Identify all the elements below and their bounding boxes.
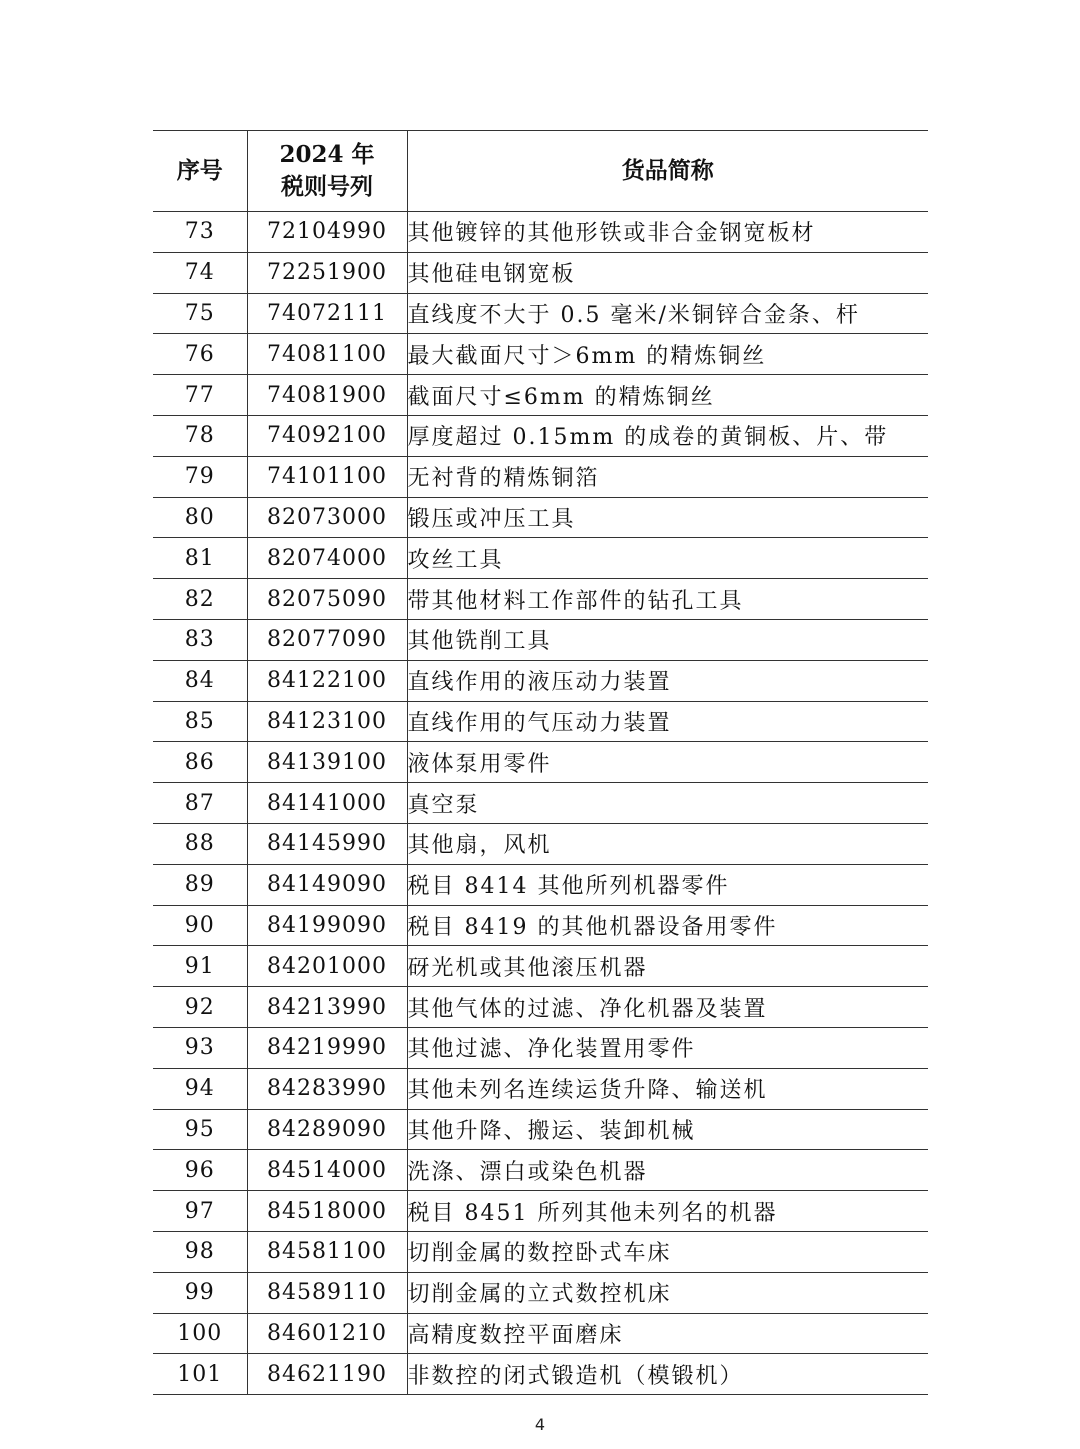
serial-number-cell: 81: [153, 538, 247, 579]
serial-number-cell: 93: [153, 1027, 247, 1068]
table-header-row: [153, 131, 928, 212]
header-serial-number: 序号: [153, 131, 247, 212]
goods-name-cell: 其他升降、搬运、装卸机械: [407, 1109, 928, 1150]
table-row: [153, 293, 928, 334]
table-row: [153, 701, 928, 742]
table-row: [153, 783, 928, 824]
table-row: [153, 1231, 928, 1272]
table-row: [153, 946, 928, 987]
serial-number-cell: 101: [153, 1354, 247, 1395]
serial-number-cell: 87: [153, 783, 247, 824]
table-row: [153, 864, 928, 905]
tariff-code-cell: 72251900: [247, 252, 407, 293]
serial-number-cell: 83: [153, 619, 247, 660]
tariff-code-cell: 82075090: [247, 579, 407, 620]
serial-number-cell: 97: [153, 1191, 247, 1232]
tariff-code-cell: 84141000: [247, 783, 407, 824]
serial-number-cell: 84: [153, 660, 247, 701]
table-row: [153, 415, 928, 456]
tariff-code-cell: 84621190: [247, 1354, 407, 1395]
table-row: [153, 1354, 928, 1395]
serial-number-cell: 74: [153, 252, 247, 293]
goods-name-cell: 无衬背的精炼铜箔: [407, 456, 928, 497]
tariff-code-cell: 84122100: [247, 660, 407, 701]
serial-number-cell: 88: [153, 823, 247, 864]
serial-number-cell: 99: [153, 1272, 247, 1313]
tariff-code-cell: 84283990: [247, 1068, 407, 1109]
goods-name-cell: 其他硅电钢宽板: [407, 252, 928, 293]
table-row: [153, 1150, 928, 1191]
table-row: [153, 660, 928, 701]
tariff-code-cell: 84199090: [247, 905, 407, 946]
table-row: [153, 456, 928, 497]
tariff-code-cell: 84145990: [247, 823, 407, 864]
table-row: [153, 1272, 928, 1313]
goods-name-cell: 高精度数控平面磨床: [407, 1313, 928, 1354]
goods-name-cell: 其他铣削工具: [407, 619, 928, 660]
tariff-code-cell: 82077090: [247, 619, 407, 660]
goods-name-cell: 液体泵用零件: [407, 742, 928, 783]
tariff-code-cell: 84213990: [247, 987, 407, 1028]
table-row: [153, 497, 928, 538]
goods-name-cell: 切削金属的数控卧式车床: [407, 1231, 928, 1272]
serial-number-cell: 90: [153, 905, 247, 946]
goods-name-cell: 非数控的闭式锻造机（模锻机）: [407, 1354, 928, 1395]
serial-number-cell: 76: [153, 334, 247, 375]
serial-number-cell: 94: [153, 1068, 247, 1109]
table-row: [153, 1109, 928, 1150]
goods-name-cell: 截面尺寸≤6mm 的精炼铜丝: [407, 375, 928, 416]
goods-name-cell: 其他镀锌的其他形铁或非合金钢宽板材: [407, 212, 928, 253]
table-row: [153, 742, 928, 783]
table-row: [153, 212, 928, 253]
table-row: [153, 375, 928, 416]
tariff-code-cell: 72104990: [247, 212, 407, 253]
goods-name-cell: 其他气体的过滤、净化机器及装置: [407, 987, 928, 1028]
table-row: [153, 1313, 928, 1354]
tariff-code-cell: 74072111: [247, 293, 407, 334]
page-number: 4: [534, 1415, 546, 1434]
tariff-code-cell: 84581100: [247, 1231, 407, 1272]
tariff-table: [153, 130, 928, 1395]
table-row: [153, 1191, 928, 1232]
tariff-code-cell: 74101100: [247, 456, 407, 497]
table-body: [153, 212, 928, 1395]
goods-name-cell: 税目 8419 的其他机器设备用零件: [407, 905, 928, 946]
goods-name-cell: 税目 8414 其他所列机器零件: [407, 864, 928, 905]
goods-name-cell: 砑光机或其他滚压机器: [407, 946, 928, 987]
goods-name-cell: 切削金属的立式数控机床: [407, 1272, 928, 1313]
tariff-code-cell: 74081900: [247, 375, 407, 416]
serial-number-cell: 80: [153, 497, 247, 538]
tariff-code-cell: 82073000: [247, 497, 407, 538]
goods-name-cell: 带其他材料工作部件的钻孔工具: [407, 579, 928, 620]
serial-number-cell: 86: [153, 742, 247, 783]
tariff-code-cell: 84139100: [247, 742, 407, 783]
goods-name-cell: 锻压或冲压工具: [407, 497, 928, 538]
tariff-code-cell: 74092100: [247, 415, 407, 456]
goods-name-cell: 其他过滤、净化装置用零件: [407, 1027, 928, 1068]
serial-number-cell: 77: [153, 375, 247, 416]
serial-number-cell: 85: [153, 701, 247, 742]
serial-number-cell: 79: [153, 456, 247, 497]
goods-name-cell: 最大截面尺寸＞6mm 的精炼铜丝: [407, 334, 928, 375]
serial-number-cell: 78: [153, 415, 247, 456]
goods-name-cell: 攻丝工具: [407, 538, 928, 579]
tariff-code-cell: 84289090: [247, 1109, 407, 1150]
header-goods-name: 货品简称: [407, 131, 928, 212]
serial-number-cell: 82: [153, 579, 247, 620]
table-row: [153, 619, 928, 660]
tariff-code-cell: 84123100: [247, 701, 407, 742]
header-tariff-code-label: 税则号列: [281, 173, 373, 200]
goods-name-cell: 直线作用的气压动力装置: [407, 701, 928, 742]
header-tariff-code: [247, 131, 407, 212]
tariff-code-cell: 84601210: [247, 1313, 407, 1354]
tariff-code-cell: 74081100: [247, 334, 407, 375]
serial-number-cell: 73: [153, 212, 247, 253]
goods-name-cell: 真空泵: [407, 783, 928, 824]
goods-name-cell: 其他扇，风机: [407, 823, 928, 864]
header-tariff-code-year: 2024 年: [279, 141, 375, 168]
table-row: [153, 579, 928, 620]
goods-name-cell: 直线作用的液压动力装置: [407, 660, 928, 701]
table-row: [153, 823, 928, 864]
serial-number-cell: 89: [153, 864, 247, 905]
serial-number-cell: 75: [153, 293, 247, 334]
serial-number-cell: 98: [153, 1231, 247, 1272]
goods-name-cell: 其他未列名连续运货升降、输送机: [407, 1068, 928, 1109]
tariff-code-cell: 84518000: [247, 1191, 407, 1232]
table-row: [153, 1068, 928, 1109]
table-row: [153, 905, 928, 946]
serial-number-cell: 100: [153, 1313, 247, 1354]
serial-number-cell: 91: [153, 946, 247, 987]
goods-name-cell: 直线度不大于 0.5 毫米/米铜锌合金条、杆: [407, 293, 928, 334]
table-row: [153, 538, 928, 579]
tariff-code-cell: 84149090: [247, 864, 407, 905]
serial-number-cell: 95: [153, 1109, 247, 1150]
table-row: [153, 987, 928, 1028]
goods-name-cell: 厚度超过 0.15mm 的成卷的黄铜板、片、带: [407, 415, 928, 456]
table-row: [153, 252, 928, 293]
table-row: [153, 1027, 928, 1068]
tariff-code-cell: 84514000: [247, 1150, 407, 1191]
tariff-code-cell: 84201000: [247, 946, 407, 987]
serial-number-cell: 92: [153, 987, 247, 1028]
tariff-code-cell: 82074000: [247, 538, 407, 579]
table-row: [153, 334, 928, 375]
goods-name-cell: 税目 8451 所列其他未列名的机器: [407, 1191, 928, 1232]
tariff-code-cell: 84589110: [247, 1272, 407, 1313]
goods-name-cell: 洗涤、漂白或染色机器: [407, 1150, 928, 1191]
tariff-code-cell: 84219990: [247, 1027, 407, 1068]
serial-number-cell: 96: [153, 1150, 247, 1191]
